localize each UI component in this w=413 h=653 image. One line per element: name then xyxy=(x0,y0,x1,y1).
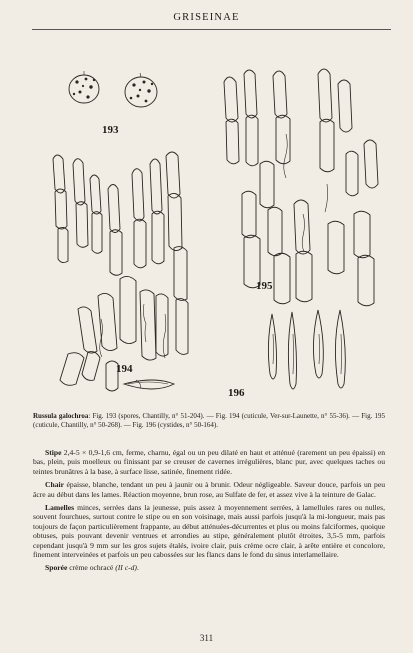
fig-194-cuticle xyxy=(53,152,188,391)
fig-195-cuticle xyxy=(224,69,378,306)
paragraph-sporee xyxy=(33,563,385,572)
term-sporee: Sporée xyxy=(45,563,68,573)
paragraph-lamelles xyxy=(33,503,385,559)
caption-text: : Fig. 193 (spores, Chantilly, n° 51-204). — Fig. 194 (cuticule, Ver-sur-Launette, n° 55-36). — Fig. 195 (cuticule, Chantilly, n° 50-268). — Fig. 196 (cystides, n° 50-164). xyxy=(33,412,385,430)
figure-plate xyxy=(28,34,398,409)
description-body xyxy=(33,448,385,577)
term-stipe: Stipe xyxy=(45,448,62,457)
fig-196-cystides xyxy=(268,310,345,389)
fig-label-193: 193 xyxy=(102,124,119,136)
header-rule xyxy=(32,29,391,30)
figure-caption xyxy=(33,412,385,430)
text-lamelles: minces, serrées dans la jeunesse, puis assez à moyennement serrées, à lamellules rares ou nulles, souvent fourchues, surtout contre le stipe ou en son voisinage, mais aussi parfois jusqu'à la mi-longueur, mais pas toujours de façon particulièrement frappante, au début atténuées-décurrentes et plus ou moins falciformes, quoique obtuses, puis pouvant devenir ventrues et arrondies au stipe, généralement plutôt étroites, 3,5-5 mm, parfois cependant jusqu'à 9 mm sur les gros sujets étalés, ivoire clair, puis crème ocre clair, à arête entière et concolore, finement interveinées et parfois un peu cabossées sur les flancs dans le fond du sinus interlamellaire. xyxy=(33,503,385,560)
term-lamelles: Lamelles xyxy=(45,503,75,513)
figure-illustration xyxy=(28,34,398,409)
paragraph-chair xyxy=(33,480,385,499)
term-chair: Chair xyxy=(45,480,64,490)
text-chair: épaisse, blanche, tendant un peu à jaunir ou à brunir. Odeur négligeable. Saveur douce, parfois un peu âcre au début dans les lames. Réaction moyenne, brun rose, au Sulfate de fer, et assez vive à la teinture de Galac. xyxy=(33,480,385,499)
fig-label-195: 195 xyxy=(256,280,273,292)
paragraph-stipe xyxy=(33,448,385,476)
sporee-ref: (II c-d) xyxy=(115,563,137,573)
fig-193-spores xyxy=(69,71,157,107)
sporee-tail: . xyxy=(136,563,139,573)
running-header: GRISEINAE xyxy=(173,12,240,23)
text-stipe: 2,4-5 × 0,9-1,6 cm, ferme, charnu, égal ou un peu dilaté en haut et atténué (rarement un peu épaissi) en bas, plein, puis moelleux ou finissant par se creuser de cavernes irrégulières, blanc pur, avec quelques taches ou teintes brunâtres à la base, à surface lisse, satinée, finement ridée. xyxy=(33,448,385,476)
caption-species: Russula galochroa xyxy=(33,412,89,420)
fig-label-196: 196 xyxy=(228,387,245,399)
page-number: 311 xyxy=(199,633,214,643)
fig-label-194: 194 xyxy=(116,363,133,375)
text-sporee: crème ochracé xyxy=(67,563,116,573)
